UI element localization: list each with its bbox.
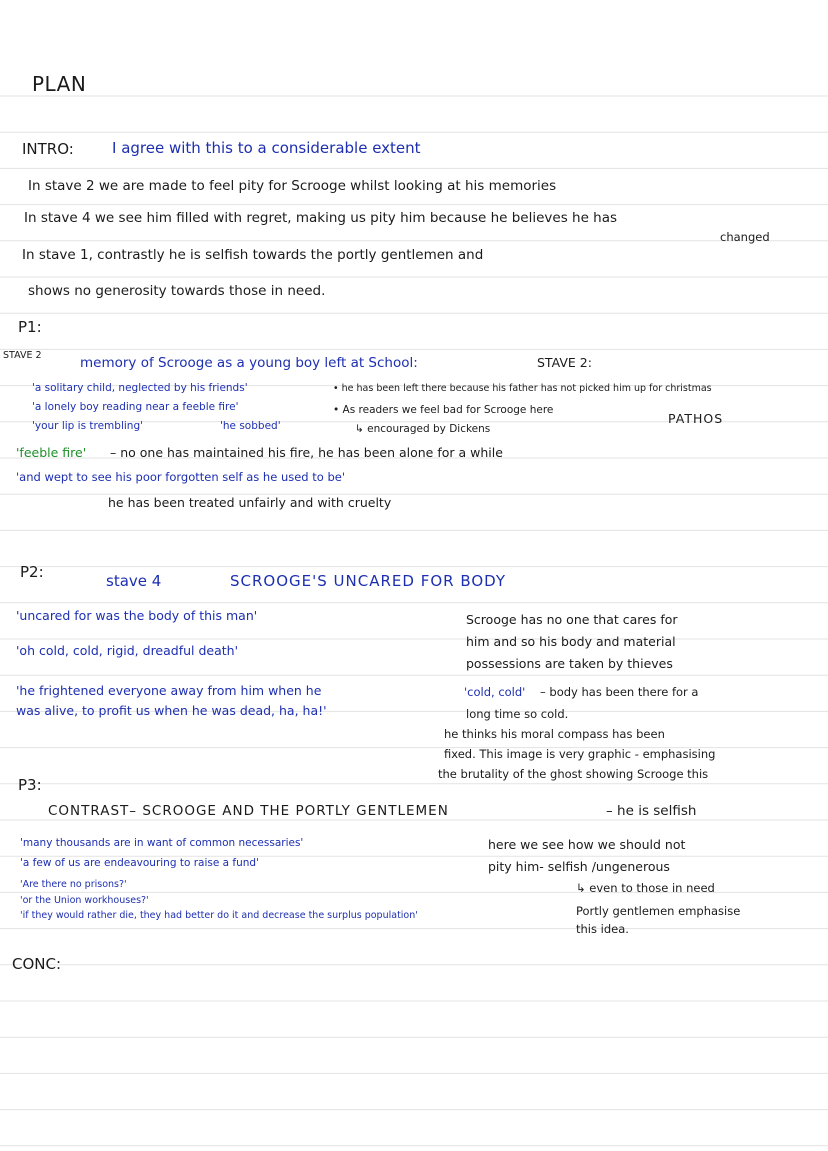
p1-quote-3: 'your lip is trembling' (32, 420, 143, 432)
p3-note-2: pity him- selfish /ungenerous (488, 859, 670, 874)
p3-quote-1: 'many thousands are in want of common necessaries' (20, 837, 304, 849)
p2-note-2: him and so his body and material (466, 634, 676, 649)
p3-label: P3: (18, 776, 42, 794)
p2-note-3: possessions are taken by thieves (466, 656, 673, 671)
p2-label: P2: (20, 563, 44, 581)
p1-label: P1: (18, 318, 42, 336)
conc-label: CONC: (12, 955, 62, 973)
p2-quote-3: 'he frightened everyone away from him when he (16, 683, 322, 698)
p2-stave: stave 4 (106, 572, 162, 590)
intro-line-2-cont: changed (720, 230, 770, 244)
p3-quote-5: 'if they would rather die, they had better do it and decrease the surplus population' (20, 910, 418, 921)
p1-note-2: • As readers we feel bad for Scrooge here (333, 404, 554, 416)
page-title: PLAN (32, 72, 87, 96)
p1-note-1: • he has been left there because his father has not picked him up for christmas (333, 383, 712, 394)
p1-heading: memory of Scrooge as a young boy left at School: (80, 355, 418, 371)
p2-quote-1: 'uncared for was the body of this man' (16, 608, 258, 623)
p2-quote-4: was alive, to profit us when he was dead, ha, ha!' (16, 703, 327, 718)
p3-quote-2: 'a few of us are endeavouring to raise a fund' (20, 857, 259, 869)
p2-compass-note-1: he thinks his moral compass has been (444, 727, 665, 741)
intro-line-2: In stave 4 we see him filled with regret, making us pity him because he believes he has (24, 210, 618, 226)
p2-quote-2: 'oh cold, cold, rigid, dreadful death' (16, 643, 239, 658)
p1-quote-2: 'a lonely boy reading near a feeble fire' (32, 401, 239, 413)
p3-heading-note: – he is selfish (606, 803, 697, 819)
p1-feeble-quote: 'feeble fire' (16, 445, 87, 460)
p1-margin-label: STAVE 2 (3, 350, 42, 361)
intro-thesis: I agree with this to a considerable extent (112, 139, 421, 157)
intro-line-4: shows no generosity towards those in need. (28, 283, 326, 299)
p2-compass-note-2: fixed. This image is very graphic - emphasising (444, 747, 716, 761)
p3-note-5: this idea. (576, 922, 629, 936)
intro-line-3: In stave 1, contrastly he is selfish towards the portly gentlemen and (22, 247, 484, 263)
p2-cold-quote: 'cold, cold' (464, 685, 526, 699)
p2-compass-note-3: the brutality of the ghost showing Scrooge this (438, 767, 709, 781)
p3-quote-4: 'or the Union workhouses?' (20, 895, 149, 906)
p1-quote-1: 'a solitary child, neglected by his friends' (32, 382, 248, 394)
p1-note-3: ↳ encouraged by Dickens (355, 423, 491, 435)
p3-heading: CONTRAST– SCROOGE AND THE PORTLY GENTLEMEN (48, 803, 449, 819)
p1-stave: STAVE 2: (537, 355, 592, 370)
p3-note-1: here we see how we should not (488, 837, 686, 852)
p1-conclusion: he has been treated unfairly and with cruelty (108, 495, 392, 510)
intro-line-1: In stave 2 we are made to feel pity for Scrooge whilst looking at his memories (28, 178, 557, 194)
p3-note-4: Portly gentlemen emphasise (576, 904, 741, 918)
intro-label: INTRO: (22, 140, 74, 158)
p1-pathos: PATHOS (668, 411, 724, 426)
p3-quote-3: 'Are there no prisons?' (20, 879, 127, 890)
p2-cold-note-2: long time so cold. (466, 707, 569, 721)
p3-note-3: ↳ even to those in need (576, 881, 715, 895)
p1-quote-4: 'he sobbed' (220, 420, 281, 432)
p2-note-1: Scrooge has no one that cares for (466, 612, 678, 627)
p1-wept-quote: 'and wept to see his poor forgotten self as he used to be' (16, 470, 345, 484)
p2-cold-note-1: – body has been there for a (540, 685, 699, 699)
p2-heading: SCROOGE'S UNCARED FOR BODY (230, 572, 507, 590)
p1-feeble-note: – no one has maintained his fire, he has been alone for a while (110, 445, 503, 460)
